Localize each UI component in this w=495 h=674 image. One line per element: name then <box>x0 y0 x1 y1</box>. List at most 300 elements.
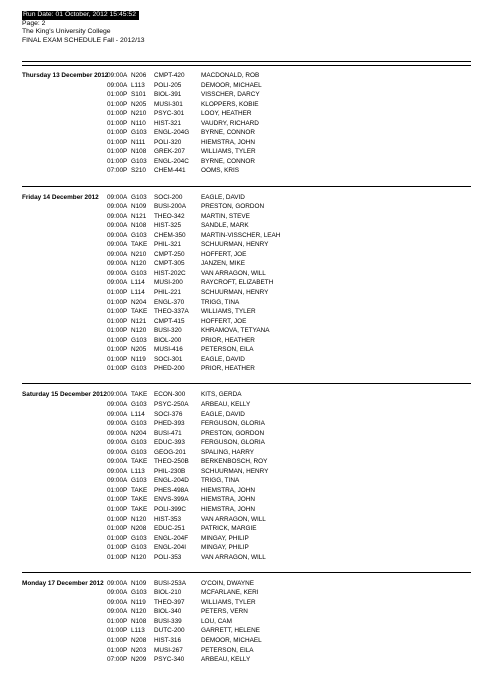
exam-instructor: SANDLE, MARK <box>201 222 249 230</box>
exam-room: L114 <box>131 410 145 418</box>
day-label-spacer <box>22 109 107 119</box>
day-label-spacer <box>22 607 107 617</box>
exam-instructor: PRESTON, GORDON <box>201 429 265 437</box>
exam-row <box>22 505 471 515</box>
exam-room: TAKE <box>131 241 148 249</box>
day-label-spacer <box>22 147 107 157</box>
exam-instructor: MACDONALD, ROB <box>201 72 260 79</box>
exam-row <box>22 617 471 627</box>
exam-course: HIST-316 <box>154 637 181 645</box>
report-title: FINAL EXAM SCHEDULE Fall - 2012/13 <box>22 36 145 44</box>
exam-time: 01:00P <box>107 148 128 156</box>
exam-time: 01:00P <box>107 288 128 296</box>
exam-course: BUSI-253A <box>154 579 186 587</box>
day-label-spacer <box>22 467 107 477</box>
exam-instructor: BYRNE, CONNOR <box>201 157 255 165</box>
day-label: Monday 17 December 2012 <box>22 579 104 587</box>
exam-row <box>22 259 471 269</box>
exam-room: N210 <box>131 110 147 118</box>
exam-course: THEO-342 <box>154 212 185 220</box>
exam-time: 01:00P <box>107 157 128 165</box>
exam-room: N206 <box>131 72 147 79</box>
exam-course: PHIL-321 <box>154 241 181 249</box>
exam-time: 09:00A <box>107 222 128 230</box>
exam-instructor: O'COIN, DWAYNE <box>201 579 255 587</box>
exam-course: ENGL-370 <box>154 298 185 306</box>
day-label-spacer <box>22 495 107 505</box>
exam-course: HIST-353 <box>154 515 181 523</box>
day-label-spacer <box>22 231 107 241</box>
exam-instructor: VAUDRY, RICHARD <box>201 119 259 127</box>
day-label-spacer <box>22 100 107 110</box>
exam-time: 09:00A <box>107 391 128 399</box>
exam-row <box>22 326 471 336</box>
exam-room: TAKE <box>131 505 148 513</box>
day-label-spacer <box>22 626 107 636</box>
exam-instructor: MARTIN-VISSCHER, LEAH <box>201 231 281 239</box>
exam-course: PHIL-221 <box>154 288 181 296</box>
exam-time: 09:00A <box>107 231 128 239</box>
exam-time: 09:00A <box>107 429 128 437</box>
day-label-spacer <box>22 419 107 429</box>
exam-room: G103 <box>131 129 147 137</box>
exam-course: THEO-397 <box>154 598 185 606</box>
exam-row <box>22 202 471 212</box>
day-label-spacer <box>22 553 107 563</box>
exam-instructor: VAN ARRAGON, WILL <box>201 515 266 523</box>
exam-instructor: ARBEAU, KELLY <box>201 400 251 408</box>
exam-room: N208 <box>131 525 147 533</box>
exam-room: N111 <box>131 138 146 146</box>
day-label-spacer <box>22 128 107 138</box>
exam-time: 01:00P <box>107 138 128 146</box>
day-label-spacer <box>22 505 107 515</box>
exam-instructor: VAN ARRAGON, WILL <box>201 553 266 561</box>
exam-row <box>22 128 471 138</box>
exam-room: G103 <box>131 365 147 373</box>
exam-room: L114 <box>131 279 145 287</box>
exam-time: 01:00P <box>107 646 128 654</box>
exam-room: N204 <box>131 429 147 437</box>
exam-instructor: WILLIAMS, TYLER <box>201 308 256 316</box>
exam-instructor: HIEMSTRA, JOHN <box>201 505 255 513</box>
exam-instructor: SCHUURMAN, HENRY <box>201 241 269 249</box>
exam-instructor: EAGLE, DAVID <box>201 193 245 201</box>
exam-instructor: MINGAY, PHILIP <box>201 534 249 542</box>
day-label-spacer <box>22 400 107 410</box>
exam-course: MUSI-416 <box>154 346 183 354</box>
day-label-spacer <box>22 221 107 231</box>
exam-time: 01:00P <box>107 100 128 108</box>
exam-instructor: PRIOR, HEATHER <box>201 365 255 373</box>
exam-instructor: VAN ARRAGON, WILL <box>201 269 266 277</box>
day-label-spacer <box>22 81 107 91</box>
day-label-spacer <box>22 202 107 212</box>
exam-time: 01:00P <box>107 496 128 504</box>
day-label-spacer <box>22 288 107 298</box>
exam-instructor: PETERS, VERN <box>201 608 248 616</box>
exam-time: 01:00P <box>107 336 128 344</box>
exam-room: N109 <box>131 203 147 211</box>
exam-instructor: PATRICK, MARGIE <box>201 525 257 533</box>
exam-time: 09:00A <box>107 579 128 587</box>
exam-room: L114 <box>131 288 145 296</box>
exam-instructor: HIEMSTRA, JOHN <box>201 138 255 146</box>
exam-time: 09:00A <box>107 439 128 447</box>
exam-course: CMPT-415 <box>154 317 185 325</box>
exam-instructor: GARRETT, HELENE <box>201 627 260 635</box>
exam-time: 09:00A <box>107 81 128 89</box>
day-label-spacer <box>22 355 107 365</box>
day-label-spacer <box>22 307 107 317</box>
exam-row <box>22 364 471 374</box>
exam-course: PSYC-340 <box>154 656 185 664</box>
day-label-spacer <box>22 269 107 279</box>
exam-room: S210 <box>131 167 146 175</box>
exam-room: N109 <box>131 579 147 587</box>
exam-instructor: SCHUURMAN, HENRY <box>201 288 269 296</box>
exam-course: BUSI-339 <box>154 617 182 625</box>
exam-room: N120 <box>131 608 147 616</box>
run-date: Run Date: 01 October, 2012 15:45:52 <box>22 11 139 20</box>
exam-course: MUSI-200 <box>154 279 183 287</box>
exam-row <box>22 636 471 646</box>
exam-time: 09:00A <box>107 203 128 211</box>
exam-room: N120 <box>131 553 147 561</box>
day-block <box>22 193 471 374</box>
exam-instructor: ARBEAU, KELLY <box>201 656 251 664</box>
exam-course: DUTC-200 <box>154 627 185 635</box>
exam-time: 01:00P <box>107 355 128 363</box>
exam-course: BIOL-340 <box>154 608 182 616</box>
day-block <box>22 71 471 176</box>
exam-instructor: MCFARLANE, KERI <box>201 589 259 597</box>
exam-instructor: KITS, GERDA <box>201 391 242 399</box>
exam-instructor: HIEMSTRA, JOHN <box>201 496 255 504</box>
exam-room: G103 <box>131 420 147 428</box>
exam-instructor: EAGLE, DAVID <box>201 410 245 418</box>
exam-room: N205 <box>131 346 147 354</box>
exam-time: 09:00A <box>107 420 128 428</box>
exam-room: N108 <box>131 222 147 230</box>
exam-course: PHES-498A <box>154 486 189 494</box>
exam-course: MUSI-267 <box>154 646 183 654</box>
exam-instructor: KHRAMOVA, TETYANA <box>201 327 270 335</box>
day-label-spacer <box>22 259 107 269</box>
exam-room: N121 <box>131 212 147 220</box>
exam-time: 01:00P <box>107 327 128 335</box>
exam-course: POLI-320 <box>154 138 182 146</box>
exam-row <box>22 288 471 298</box>
exam-row <box>22 345 471 355</box>
day-label-spacer <box>22 515 107 525</box>
exam-row <box>22 166 471 176</box>
exam-instructor: LOU, CAM <box>201 617 232 625</box>
day-label-spacer <box>22 278 107 288</box>
exam-instructor: OOMS, KRIS <box>201 167 239 175</box>
exam-course: SOCI-301 <box>154 355 183 363</box>
day-label-spacer <box>22 636 107 646</box>
exam-row <box>22 646 471 656</box>
exam-row <box>22 400 471 410</box>
exam-instructor: HOFFERT, JOE <box>201 317 247 325</box>
exam-instructor: SPALING, HARRY <box>201 448 255 456</box>
exam-time: 07:00P <box>107 656 128 664</box>
exam-instructor: PRIOR, HEATHER <box>201 336 255 344</box>
exam-room: N210 <box>131 250 147 258</box>
exam-time: 09:00A <box>107 608 128 616</box>
exam-time: 09:00A <box>107 467 128 475</box>
day-label-spacer <box>22 166 107 176</box>
exam-room: L113 <box>131 467 145 475</box>
exam-room: TAKE <box>131 496 148 504</box>
day-label: Friday 14 December 2012 <box>22 193 99 201</box>
day-label-spacer <box>22 90 107 100</box>
exam-row <box>22 524 471 534</box>
exam-room: G103 <box>131 439 147 447</box>
exam-course: PHED-393 <box>154 420 185 428</box>
exam-time: 01:00P <box>107 505 128 513</box>
day-label-spacer <box>22 364 107 374</box>
exam-room: G103 <box>131 336 147 344</box>
exam-instructor: MARTIN, STEVE <box>201 212 250 220</box>
exam-course: SOCI-200 <box>154 193 183 201</box>
day-label-spacer <box>22 524 107 534</box>
exam-row <box>22 221 471 231</box>
day-label-spacer <box>22 543 107 553</box>
exam-row <box>22 81 471 91</box>
exam-course: PSYC-250A <box>154 400 189 408</box>
exam-room: N121 <box>131 317 147 325</box>
day-separator <box>22 383 471 384</box>
exam-time: 09:00A <box>107 260 128 268</box>
exam-room: N203 <box>131 646 147 654</box>
exam-row <box>22 607 471 617</box>
day-label: Saturday 15 December 2012 <box>22 391 107 399</box>
exam-schedule <box>22 71 471 674</box>
exam-time: 01:00P <box>107 627 128 635</box>
exam-time: 01:00P <box>107 129 128 137</box>
exam-course: EDUC-393 <box>154 439 185 447</box>
exam-instructor: FERGUSON, GLORIA <box>201 439 265 447</box>
exam-time: 01:00P <box>107 119 128 127</box>
exam-course: BIOL-200 <box>154 336 182 344</box>
exam-room: G103 <box>131 534 147 542</box>
exam-course: EDUC-251 <box>154 525 185 533</box>
exam-row <box>22 231 471 241</box>
day-block <box>22 579 471 665</box>
exam-row <box>22 336 471 346</box>
exam-instructor: FERGUSON, GLORIA <box>201 420 265 428</box>
exam-time: 01:00P <box>107 317 128 325</box>
exam-instructor: RAYCROFT, ELIZABETH <box>201 279 274 287</box>
exam-row <box>22 495 471 505</box>
day-label-spacer <box>22 429 107 439</box>
exam-room: G103 <box>131 589 147 597</box>
exam-instructor: HIEMSTRA, JOHN <box>201 486 255 494</box>
exam-course: CMPT-420 <box>154 72 185 79</box>
exam-instructor: VISSCHER, DARCY <box>201 91 260 99</box>
exam-row <box>22 626 471 636</box>
exam-time: 09:00A <box>107 250 128 258</box>
exam-row <box>22 579 471 589</box>
day-label-spacer <box>22 410 107 420</box>
exam-instructor: BERKENBOSCH, ROY <box>201 458 268 466</box>
exam-room: G103 <box>131 269 147 277</box>
exam-row <box>22 598 471 608</box>
exam-row <box>22 476 471 486</box>
day-separator <box>22 572 471 573</box>
exam-time: 01:00P <box>107 346 128 354</box>
day-label-spacer <box>22 157 107 167</box>
day-label-spacer <box>22 655 107 665</box>
day-label-spacer <box>22 588 107 598</box>
exam-course: BIOL-210 <box>154 589 182 597</box>
exam-room: G103 <box>131 157 147 165</box>
exam-instructor: TRIGG, TINA <box>201 477 240 485</box>
exam-instructor: MINGAY, PHILIP <box>201 544 249 552</box>
exam-course: SOCI-376 <box>154 410 183 418</box>
exam-row <box>22 147 471 157</box>
day-label-spacer <box>22 298 107 308</box>
exam-instructor: TRIGG, TINA <box>201 298 240 306</box>
day-label-spacer <box>22 326 107 336</box>
day-label-spacer <box>22 448 107 458</box>
exam-row <box>22 90 471 100</box>
exam-course: GEOG-201 <box>154 448 186 456</box>
day-label-spacer <box>22 119 107 129</box>
day-separator <box>22 186 471 187</box>
day-label-spacer <box>22 486 107 496</box>
exam-time: 09:00A <box>107 241 128 249</box>
day-label-spacer <box>22 617 107 627</box>
exam-course: BUSI-320 <box>154 327 182 335</box>
exam-time: 01:00P <box>107 525 128 533</box>
exam-room: N120 <box>131 260 147 268</box>
exam-time: 09:00A <box>107 269 128 277</box>
exam-course: CHEM-441 <box>154 167 186 175</box>
exam-instructor: HOFFERT, JOE <box>201 250 247 258</box>
exam-room: G103 <box>131 231 147 239</box>
exam-room: N120 <box>131 515 147 523</box>
day-label-spacer <box>22 250 107 260</box>
exam-room: N120 <box>131 327 147 335</box>
exam-row <box>22 457 471 467</box>
day-label-spacer <box>22 598 107 608</box>
exam-time: 01:00P <box>107 617 128 625</box>
exam-row <box>22 467 471 477</box>
exam-time: 01:00P <box>107 110 128 118</box>
exam-course: ENGL-204C <box>154 157 189 165</box>
exam-course: THEO-337A <box>154 308 189 316</box>
exam-course: POLI-353 <box>154 553 182 561</box>
exam-room: L113 <box>131 81 145 89</box>
exam-course: ECON-300 <box>154 391 186 399</box>
exam-time: 01:00P <box>107 544 128 552</box>
exam-instructor: BYRNE, CONNOR <box>201 129 255 137</box>
exam-course: BUSI-200A <box>154 203 186 211</box>
exam-instructor: WILLIAMS, TYLER <box>201 598 256 606</box>
exam-row <box>22 515 471 525</box>
exam-room: N108 <box>131 148 147 156</box>
exam-time: 09:00A <box>107 72 128 79</box>
exam-row <box>22 250 471 260</box>
exam-row <box>22 486 471 496</box>
exam-time: 09:00A <box>107 279 128 287</box>
exam-instructor: DEMOOR, MICHAEL <box>201 637 262 645</box>
page-number: Page: 2 <box>22 19 46 27</box>
exam-course: ENGL-204I <box>154 544 186 552</box>
exam-course: PHIL-230B <box>154 467 186 475</box>
exam-row <box>22 119 471 129</box>
exam-course: BIOL-391 <box>154 91 182 99</box>
exam-row <box>22 298 471 308</box>
exam-instructor: EAGLE, DAVID <box>201 355 245 363</box>
day-label: Thursday 13 December 2012 <box>22 72 109 79</box>
exam-row <box>22 212 471 222</box>
exam-row <box>22 429 471 439</box>
exam-row <box>22 543 471 553</box>
exam-instructor: LOOY, HEATHER <box>201 110 252 118</box>
exam-time: 09:00A <box>107 598 128 606</box>
exam-row <box>22 307 471 317</box>
exam-room: N119 <box>131 355 146 363</box>
exam-time: 01:00P <box>107 515 128 523</box>
exam-row <box>22 278 471 288</box>
exam-row <box>22 240 471 250</box>
exam-room: TAKE <box>131 486 148 494</box>
exam-course: POLI-205 <box>154 81 182 89</box>
exam-row <box>22 355 471 365</box>
header-rule-bottom <box>22 65 471 66</box>
exam-time: 01:00P <box>107 534 128 542</box>
exam-room: N205 <box>131 100 147 108</box>
exam-course: CMPT-305 <box>154 260 185 268</box>
exam-row <box>22 588 471 598</box>
exam-course: HIST-325 <box>154 222 181 230</box>
exam-instructor: PRESTON, GORDON <box>201 203 265 211</box>
exam-course: ENVS-399A <box>154 496 189 504</box>
exam-row <box>22 419 471 429</box>
exam-instructor: PETERSON, EILA <box>201 346 254 354</box>
exam-row <box>22 448 471 458</box>
exam-room: N209 <box>131 656 147 664</box>
header-rule-top <box>22 61 471 62</box>
exam-course: ENGL-204D <box>154 477 189 485</box>
exam-time: 09:00A <box>107 212 128 220</box>
exam-row <box>22 193 471 203</box>
exam-time: 09:00A <box>107 477 128 485</box>
exam-course: MUSI-301 <box>154 100 183 108</box>
exam-room: N208 <box>131 637 147 645</box>
exam-room: G103 <box>131 544 147 552</box>
exam-course: CHEM-350 <box>154 231 186 239</box>
exam-time: 01:00P <box>107 308 128 316</box>
exam-row <box>22 269 471 279</box>
exam-course: GREK-207 <box>154 148 185 156</box>
exam-room: G103 <box>131 477 147 485</box>
exam-row <box>22 553 471 563</box>
exam-course: PSYC-301 <box>154 110 185 118</box>
exam-instructor: JANZEN, MIKE <box>201 260 246 268</box>
exam-time: 07:00P <box>107 167 128 175</box>
exam-row <box>22 138 471 148</box>
exam-row <box>22 410 471 420</box>
day-label-spacer <box>22 457 107 467</box>
day-label-spacer <box>22 317 107 327</box>
exam-room: G103 <box>131 448 147 456</box>
exam-room: G103 <box>131 193 147 201</box>
